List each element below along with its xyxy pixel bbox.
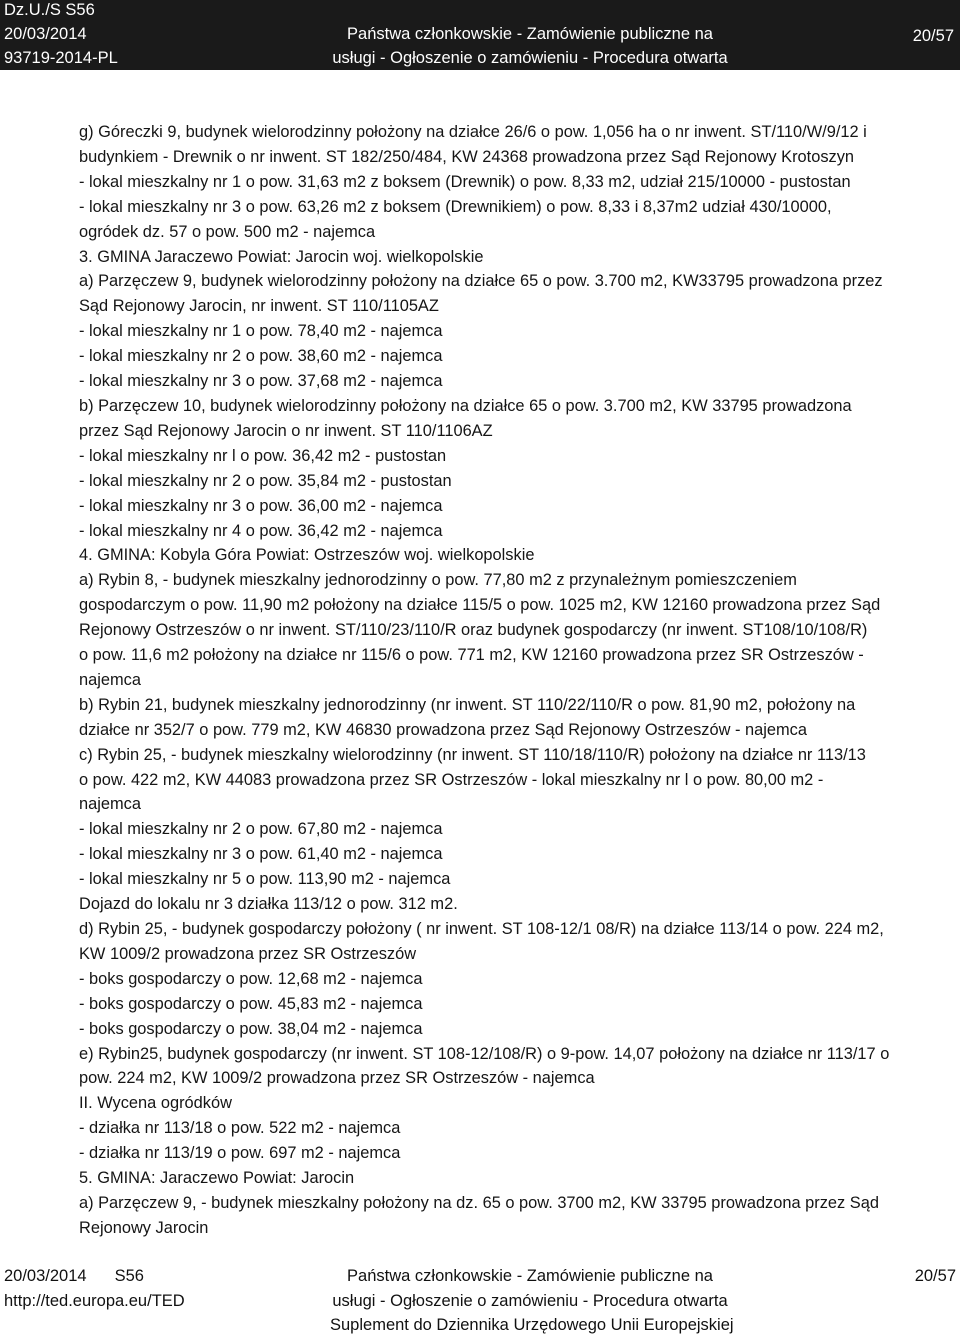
text-line: - lokal mieszkalny nr 5 o pow. 113,90 m2 - najemca (79, 870, 451, 889)
text-line: a) Parzęczew 9, budynek wielorodzinny położony na działce 65 o pow. 3.700 m2, KW33795 prowadzona przez (79, 272, 883, 291)
text-line: II. Wycena ogródków (79, 1094, 232, 1113)
text-line: pow. 224 m2, KW 1009/2 prowadzona przez SR Ostrzeszów - najemca (79, 1069, 595, 1088)
text-line: budynkiem - Drewnik o nr inwent. ST 182/250/484, KW 24368 prowadzona przez Sąd Rejonowy Krotoszyn (79, 147, 855, 166)
header-title-line-1: Państwa członkowskie - Zamówienie publiczne na (347, 25, 713, 43)
footer-page-number: 20/57 (914, 1267, 956, 1285)
text-line: najemca (79, 670, 141, 689)
page-header (0, 0, 960, 70)
text-line: - boks gospodarczy o pow. 38,04 m2 - najemca (79, 1019, 423, 1038)
text-line: - lokal mieszkalny nr 2 o pow. 67,80 m2 - najemca (79, 820, 443, 839)
text-line: e) Rybin25, budynek gospodarczy (nr inwent. ST 108-12/108/R) o 9-pow. 14,07 położony na działce nr 113/17 o (79, 1044, 890, 1063)
text-line: - boks gospodarczy o pow. 45,83 m2 - najemca (79, 994, 423, 1013)
footer-title-line-1: Państwa członkowskie - Zamówienie publiczne na (347, 1267, 713, 1285)
text-line: - lokal mieszkalny nr 3 o pow. 36,00 m2 - najemca (79, 496, 443, 515)
footer-left (4, 1264, 185, 1313)
text-line: przez Sąd Rejonowy Jarocin o nr inwent. ST 110/1106AZ (79, 421, 493, 440)
text-line: - lokal mieszkalny nr 2 o pow. 38,60 m2 - najemca (79, 347, 443, 366)
text-line: o pow. 422 m2, KW 44083 prowadzona przez SR Ostrzeszów - lokal mieszkalny nr l o pow. 80,00 m2 - (79, 770, 824, 789)
text-line: - lokal mieszkalny nr 3 o pow. 61,40 m2 - najemca (79, 845, 443, 864)
text-line: - działka nr 113/18 o pow. 522 m2 - najemca (79, 1119, 401, 1138)
text-line: 4. GMINA: Kobyla Góra Powiat: Ostrzeszów woj. wielkopolskie (79, 546, 535, 565)
text-line: 5. GMINA: Jaraczewo Powiat: Jarocin (79, 1169, 355, 1188)
header-center (330, 22, 730, 70)
text-line: d) Rybin 25, - budynek gospodarczy położony ( nr inwent. ST 108-12/1 08/R) na działce 113/14 o pow. 224 m2, (79, 920, 884, 938)
text-line: Rejonowy Ostrzeszów o nr inwent. ST/110/23/110/R oraz budynek gospodarczy (nr inwent. ST108/10/108/R) (79, 621, 868, 640)
text-line: - lokal mieszkalny nr 2 o pow. 35,84 m2 - pustostan (79, 471, 452, 490)
text-line: Sąd Rejonowy Jarocin, nr inwent. ST 110/1105AZ (79, 297, 439, 316)
text-line: Rejonowy Jarocin (79, 1218, 209, 1237)
footer-title-line-2: usługi - Ogłoszenie o zamówieniu - Procedura otwarta (332, 1291, 728, 1310)
text-line: - lokal mieszkalny nr 1 o pow. 31,63 m2 z boksem (Drewnik) o pow. 8,33 m2, udział 215/10000 - pustostan (79, 172, 851, 191)
text-line: ogródek dz. 57 o pow. 500 m2 - najemca (79, 222, 376, 241)
text-line: b) Parzęczew 10, budynek wielorodzinny położony na działce 65 o pow. 3.700 m2, KW 33795 prowadzona (79, 396, 852, 415)
text-line: 3. GMINA Jaraczewo Powiat: Jarocin woj. wielkopolskie (79, 247, 484, 266)
text-line: Dojazd do lokalu nr 3 działka 113/12 o pow. 312 m2. (79, 895, 458, 914)
text-line: a) Parzęczew 9, - budynek mieszkalny położony na dz. 65 o pow. 3700 m2, KW 33795 prowadzona przez Sąd (79, 1193, 879, 1212)
text-line: - lokal mieszkalny nr 4 o pow. 36,42 m2 - najemca (79, 521, 443, 540)
text-line: - boks gospodarczy o pow. 12,68 m2 - najemca (79, 969, 423, 988)
footer-series: S56 (114, 1267, 144, 1285)
text-line: - lokal mieszkalny nr 1 o pow. 78,40 m2 - najemca (79, 322, 443, 341)
footer-supplement: Suplement do Dziennika Urzędowego Unii Europejskiej (330, 1316, 734, 1334)
header-date: 20/03/2014 (4, 25, 87, 43)
text-line: a) Rybin 8, - budynek mieszkalny jednorodzinny o pow. 77,80 m2 z przynależnym pomieszczeniem (79, 571, 797, 590)
header-journal-ref: Dz.U./S S56 (4, 1, 95, 19)
text-line: działce nr 352/7 o pow. 779 m2, KW 46830 prowadzona przez Sąd Rejonowy Ostrzeszów - najemca (79, 720, 807, 739)
header-notice-id: 93719-2014-PL (4, 49, 118, 67)
text-line: c) Rybin 25, - budynek mieszkalny wielorodzinny (nr inwent. ST 110/18/110/R) położony na działce nr 113/13 (79, 745, 866, 764)
footer-center (330, 1264, 734, 1338)
text-line: KW 1009/2 prowadzona przez SR Ostrzeszów (79, 944, 417, 963)
text-line: - działka nr 113/19 o pow. 697 m2 - najemca (79, 1144, 401, 1163)
header-title-line-2: usługi - Ogłoszenie o zamówieniu - Procedura otwarta (332, 49, 728, 67)
document-body (79, 120, 955, 1241)
text-line: - lokal mieszkalny nr 3 o pow. 63,26 m2 z boksem (Drewnikiem) o pow. 8,33 i 8,37m2 udział 430/10000, (79, 197, 832, 216)
header-page-number: 20/57 (912, 27, 954, 45)
text-line: o pow. 11,6 m2 położony na działce nr 115/6 o pow. 771 m2, KW 12160 prowadzona przez SR Ostrzeszów - (79, 646, 864, 665)
header-left (4, 0, 118, 70)
text-line: - lokal mieszkalny nr l o pow. 36,42 m2 - pustostan (79, 446, 447, 465)
text-line: najemca (79, 795, 141, 814)
footer-date: 20/03/2014 (4, 1267, 87, 1285)
text-line: - lokal mieszkalny nr 3 o pow. 37,68 m2 - najemca (79, 372, 443, 391)
footer-url[interactable]: http://ted.europa.eu/TED (4, 1291, 185, 1310)
text-line: gospodarczym o pow. 11,90 m2 położony na działce 115/5 o pow. 1025 m2, KW 12160 prowadzona przez Sąd (79, 596, 881, 615)
page-footer (0, 1264, 960, 1334)
text-line: b) Rybin 21, budynek mieszkalny jednorodzinny (nr inwent. ST 110/22/110/R o pow. 81,90 m2, położony na (79, 695, 856, 714)
text-line: g) Góreczki 9, budynek wielorodzinny położony na działce 26/6 o pow. 1,056 ha o nr inwent. ST/110/W/9/12 i (79, 123, 867, 141)
